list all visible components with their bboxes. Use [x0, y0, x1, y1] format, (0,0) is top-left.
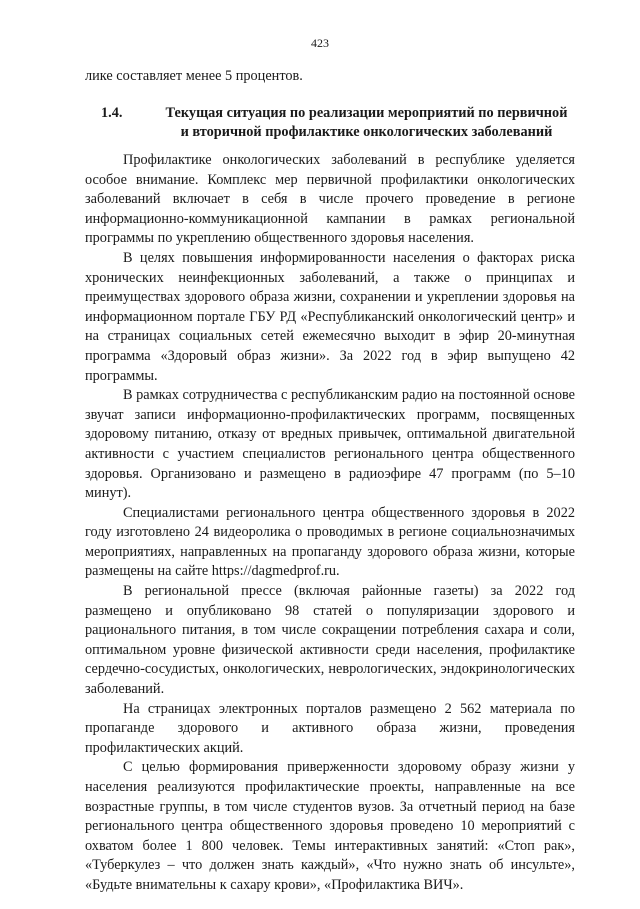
- paragraph: С целью формирования приверженности здоровому образу жизни у населения реализуются профилактические проекты, направленные на все возрастные группы, в том числе студентов вузов. За отчетный период на базе регионального центра общественного здоровья проведено 10 мероприятий с охватом более 1 800 человек. Темы интерактивных занятий: «Стоп рак», «Туберкулез – что должен знать каждый», «Что нужно знать об инсульте», «Будьте внимательны к сахару крови», «Профилактика ВИЧ».: [85, 759, 575, 893]
- section-title: Текущая ситуация по реализации мероприятий по первичной и вторичной профилактике онкологических заболеваний: [165, 105, 568, 140]
- body-text: [85, 151, 575, 896]
- section-number: 1.4.: [101, 105, 123, 121]
- continued-text-line: лике составляет менее 5 процентов.: [85, 68, 303, 84]
- paragraph: На страницах электронных порталов размещено 2 562 материала по пропаганде здорового и активного образа жизни, проведения профилактических акций.: [85, 700, 575, 756]
- paragraph: В целях повышения информированности населения о факторах риска хронических неинфекционных заболеваний, а также о принципах и преимуществах здорового образа жизни, сохранении и укреплении здоровья на информационном портале ГБУ РД «Республиканский онкологический центр» и на страницах социальных сетей ежемесячно выходит в эфир 20-минутная программа «Здоровый образ жизни». За 2022 год в эфир выпущено 42 программы.: [85, 249, 575, 384]
- paragraph: В рамках сотрудничества с республиканским радио на постоянной основе звучат записи информационно-профилактических программ, посвященных здоровому питанию, отказу от вредных привычек, оптимальной двигательной активности с участием специалистов регионального центра общественного здоровья. Организовано и размещено в радиоэфире 47 программ (по 5–10 минут).: [85, 387, 575, 502]
- paragraph: Специалистами регионального центра общественного здоровья в 2022 году изготовлено 24 видеоролика о проводимых в регионе социальнозначимых мероприятиях, направленных на пропаганду здорового образа жизни, которые размещены на сайте https://dagmedprof.ru.: [85, 504, 575, 580]
- paragraph: Профилактике онкологических заболеваний в республике уделяется особое внимание. Комплекс мер первичной профилактики онкологических заболеваний включает в себя в числе прочего проведение в регионе информационно-коммуникационной кампании в рамках региональной программы по укреплению общественного здоровья населения.: [85, 152, 575, 247]
- paragraph: В региональной прессе (включая районные газеты) за 2022 год размещено и опубликовано 98 статей о популяризации здорового и рационального питания, в том числе сокращении потребления сахара и соли, оптимальном уровне физической активности среди населения, профилактике сердечно-сосудистых, онкологических, неврологических, эндокринологических заболеваний.: [85, 583, 575, 698]
- page-number: 423: [311, 36, 329, 50]
